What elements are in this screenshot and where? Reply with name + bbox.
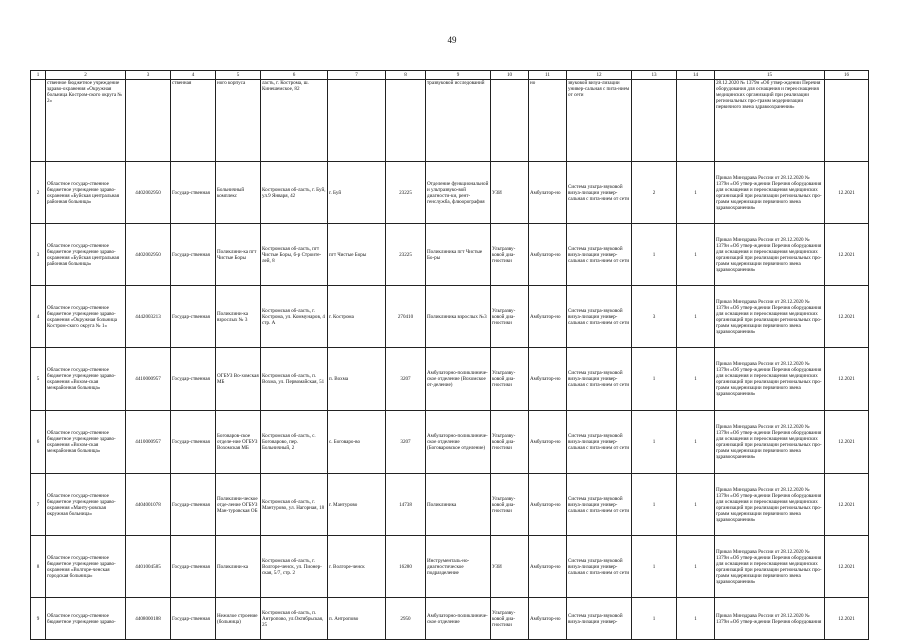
cell-equip: Система ультра-звуковой визуа-лизации универ-сальная с пита-нием от сети <box>567 411 632 474</box>
cell-qty: 1 <box>632 224 677 286</box>
cell-equip: Система ультра-звуковой визуа-лизации универ-сальная с пита-нием от сети <box>567 536 632 598</box>
cell-qty: 1 <box>632 598 677 640</box>
cell-place: Амбулатор-но <box>529 162 567 224</box>
cell-qty: 3 <box>632 286 677 348</box>
table-row <box>31 598 869 640</box>
cell-date: 12.2021 <box>825 536 869 598</box>
column-number: 5 <box>216 71 261 80</box>
cell-date: 12.2021 <box>825 224 869 286</box>
cell-basis: Приказ Минздрава России от 28.12.2020 № 1379н «Об утвер-ждении Перечня оборудования <box>715 598 825 640</box>
column-number: 8 <box>386 71 426 80</box>
cell-type: Государ-ственная <box>171 224 216 286</box>
cell-oktmo: 2950 <box>386 598 426 640</box>
cell-org: ственное бюджетное учреждение здраво-охранения «Окружная больница Костром-ского округа № 2» <box>46 80 126 162</box>
cell-locality <box>328 80 386 162</box>
cell-oktmo: 3207 <box>386 411 426 474</box>
cell-equip-type: Ультразву-ковой диа-гностики <box>491 286 529 348</box>
cell-equip: Система ультра-звуковой визуа-лизации универ-сальная с пита-нием от сети <box>567 162 632 224</box>
column-number: 6 <box>261 71 328 80</box>
cell-inn: 4408000188 <box>126 598 171 640</box>
cell-org: Областное государ-ственное бюджетное учреждение здраво-охранения «Окружная больница Костром-ского округа № 1» <box>46 286 126 348</box>
column-number: 10 <box>491 71 529 80</box>
cell-inn: 4402002950 <box>126 162 171 224</box>
cell-place: Амбулатор-но <box>529 536 567 598</box>
cell-equip-type: Ультразву-ковой диа-гностики <box>491 598 529 640</box>
continuation-row <box>31 80 869 162</box>
cell-inn: 4410000957 <box>126 411 171 474</box>
cell-org: Областное государ-ственное бюджетное учреждение здраво-охранения «Буйская центральная районная больница» <box>46 162 126 224</box>
cell-org: Областное государ-ственное бюджетное учреждение здраво-охранения «Вохом-ская межрайонная больница» <box>46 411 126 474</box>
cell-basis: Приказ Минздрава России от 28.12.2020 № 1379н «Об утвер-ждении Перечня оборудования для оснащения и переоснащения медицинских организаций при реализации региональных про-грамм модернизации первичного звена здравоохранения» <box>715 286 825 348</box>
cell-unit: Амбулаторно-поликлиниче-ское отделение (Боговаровское отделение) <box>426 411 491 474</box>
cell-locality: пгт Чистые Боры <box>328 224 386 286</box>
table-row <box>31 348 869 411</box>
table-row <box>31 536 869 598</box>
cell-num: 8 <box>31 536 46 598</box>
cell-qty <box>632 80 677 162</box>
cell-inn <box>126 80 171 162</box>
cell-qty2: 1 <box>677 162 715 224</box>
cell-date: 12.2021 <box>825 162 869 224</box>
column-number: 14 <box>677 71 715 80</box>
cell-type: Государ-ственная <box>171 536 216 598</box>
cell-equip-type: Ультразву-ковой диа-гностики <box>491 474 529 536</box>
cell-equip-type: Ультразву-ковой диа-гностики <box>491 411 529 474</box>
cell-address: Костромская об-ласть, пгт Чистые Боры, б-р Строите-лей, 8 <box>261 224 328 286</box>
cell-address: Костромская об-ласть, г. Буй, ул.9 Января, 42 <box>261 162 328 224</box>
cell-address: Костромская об-ласть, с. Боговарово, пер. Больничный, 2 <box>261 411 328 474</box>
cell-qty2: 1 <box>677 286 715 348</box>
cell-equip-type: Ультразву-ковой диа-гностики <box>491 348 529 411</box>
cell-place: Амбулатор-но <box>529 474 567 536</box>
cell-facility: Поликлини-ка <box>216 536 261 598</box>
column-number: 3 <box>126 71 171 80</box>
cell-equip-type <box>491 80 529 162</box>
cell-org: Областное государ-ственное бюджетное учреждение здраво- <box>46 598 126 640</box>
cell-place: Амбулатор-но <box>529 286 567 348</box>
cell-num: 7 <box>31 474 46 536</box>
table-row <box>31 286 869 348</box>
column-number: 12 <box>567 71 632 80</box>
column-number: 2 <box>46 71 126 80</box>
cell-basis: Приказ Минздрава России от 28.12.2020 № 1379н «Об утвер-ждении Перечня оборудования для оснащения и переоснащения медицинских организаций при реализации региональных про-грамм модернизации первичного звена здравоохранения» <box>715 224 825 286</box>
cell-type: Государ-ственная <box>171 598 216 640</box>
cell-qty: 1 <box>632 536 677 598</box>
cell-basis: Приказ Минздрава России от 28.12.2020 № 1379н «Об утвер-ждении Перечня оборудования для оснащения и переоснащения медицинских организаций при реализации региональных про-грамм модернизации первичного звена здравоохранения» <box>715 411 825 474</box>
column-number-row <box>31 71 869 80</box>
cell-qty: 2 <box>632 162 677 224</box>
cell-type: Государ-ственная <box>171 286 216 348</box>
cell-place: Амбулатор-но <box>529 348 567 411</box>
cell-equip: Система ультра-звуковой визуа-лизации универ-сальная с пита-нием от сети <box>567 224 632 286</box>
cell-locality: п. Антропово <box>328 598 386 640</box>
cell-basis: Приказ Минздрава России от 28.12.2020 № 1379н «Об утвер-ждении Перечня оборудования для оснащения и переоснащения медицинских организаций при реализации региональных про-грамм модернизации первичного звена здравоохранения» <box>715 536 825 598</box>
cell-org: Областное государ-ственное бюджетное учреждение здраво-охранения «Буйская центральная районная больница» <box>46 224 126 286</box>
cell-facility: Поликлини-ка взрослых № 3 <box>216 286 261 348</box>
cell-locality: г. Волгоре-ченск <box>328 536 386 598</box>
cell-qty: 1 <box>632 348 677 411</box>
cell-equip: звуковой визуа-лизации универ-сальная с пита-нием от сети <box>567 80 632 162</box>
cell-num: 9 <box>31 598 46 640</box>
cell-num: 4 <box>31 286 46 348</box>
cell-basis: Приказ Минздрава России от 28.12.2020 № 1379н «Об утвер-ждении Перечня оборудования для оснащения и переоснащения медицинских организаций при реализации региональных про-грамм модернизации первичного звена здравоохранения» <box>715 162 825 224</box>
cell-num <box>31 80 46 162</box>
cell-num: 6 <box>31 411 46 474</box>
cell-org: Областное государ-ственное бюджетное учреждение здраво-охранения «Вохом-ская межрайонная больница» <box>46 348 126 411</box>
cell-inn: 4401004585 <box>126 536 171 598</box>
cell-qty2: 1 <box>677 474 715 536</box>
cell-oktmo <box>386 80 426 162</box>
cell-qty2: 1 <box>677 536 715 598</box>
cell-oktmo: 270410 <box>386 286 426 348</box>
cell-num: 5 <box>31 348 46 411</box>
column-number: 11 <box>529 71 567 80</box>
cell-facility: Боговаров-ское отделе-ние ОГБУЗ Вохомская МБ <box>216 411 261 474</box>
cell-locality: с. Боговаро-во <box>328 411 386 474</box>
cell-place: Амбулатор-но <box>529 224 567 286</box>
cell-type: ственная <box>171 80 216 162</box>
cell-equip: Система ультра-звуковой визуа-лизации универ-сальная с пита-нием от сети <box>567 348 632 411</box>
cell-equip: Система ультра-звуковой визуа-лизации универ-сальная с пита-нием от сети <box>567 286 632 348</box>
cell-num: 2 <box>31 162 46 224</box>
column-number: 13 <box>632 71 677 80</box>
table-row <box>31 411 869 474</box>
column-number: 1 <box>31 71 46 80</box>
cell-date <box>825 80 869 162</box>
equipment-table <box>30 70 869 640</box>
cell-type: Государ-ственная <box>171 474 216 536</box>
cell-equip-type: УЗИ <box>491 162 529 224</box>
column-number: 9 <box>426 71 491 80</box>
cell-inn: 4410000957 <box>126 348 171 411</box>
cell-inn: 4404001078 <box>126 474 171 536</box>
table-row <box>31 474 869 536</box>
column-number: 4 <box>171 71 216 80</box>
cell-org: Областное государ-ственное бюджетное учреждение здраво-охранения «Манту-ровская окружная больница» <box>46 474 126 536</box>
cell-equip: Система ультра-звуковой визуа-лизации универ- <box>567 598 632 640</box>
cell-facility: ОГБУЗ Во-хомская МБ <box>216 348 261 411</box>
cell-qty2: 1 <box>677 224 715 286</box>
cell-type: Государ-ственная <box>171 162 216 224</box>
cell-equip-type: Ультразву-ковой диа-гностики <box>491 224 529 286</box>
cell-unit: Амбулаторно-поликлиниче-ское отделение <box>426 598 491 640</box>
cell-date: 12.2021 <box>825 474 869 536</box>
cell-locality: г. Мантурово <box>328 474 386 536</box>
cell-oktmo: 23225 <box>386 224 426 286</box>
cell-address: Костромская об-ласть, п. Антропово, ул.Октябрьская, 25 <box>261 598 328 640</box>
table-row <box>31 224 869 286</box>
cell-basis: 28.12.2020 № 1379н «Об утвер-ждении Перечня оборудования для оснащения и переоснащения медицинских организаций при реализации региональных про-грамм модернизации первичного звена здравоохранения» <box>715 80 825 162</box>
cell-facility: Нежилое строение (больница) <box>216 598 261 640</box>
cell-num: 3 <box>31 224 46 286</box>
cell-locality: г. Буй <box>328 162 386 224</box>
cell-equip: Система ультра-звуковой визуа-лизации универ-сальная с пита-нием от сети <box>567 474 632 536</box>
cell-date: 12.2021 <box>825 598 869 640</box>
cell-address: Костромская об-ласть, г. Волгоре-ченск, ул. Пионер-ская, 5/7, стр. 2 <box>261 536 328 598</box>
cell-address: Костромская об-ласть, п. Вохма, ул. Первомайская, 51 <box>261 348 328 411</box>
cell-facility: Больничный комплекс <box>216 162 261 224</box>
cell-qty2 <box>677 80 715 162</box>
cell-address: Костромская об-ласть, г. Мантурово, ул. Нагорная, 18 <box>261 474 328 536</box>
cell-unit: Отделение функциональной и ультразвуко-вой диагности-ки, рент-генслужба, флюорография <box>426 162 491 224</box>
cell-locality: г. Кострома <box>328 286 386 348</box>
cell-basis: Приказ Минздрава России от 28.12.2020 № 1379н «Об утвер-ждении Перечня оборудования для оснащения и переоснащения медицинских организаций при реализации региональных про-грамм модернизации первичного звена здравоохранения» <box>715 474 825 536</box>
cell-facility: Поликлини-ка пгт Чистые Боры <box>216 224 261 286</box>
cell-type: Государ-ственная <box>171 348 216 411</box>
cell-date: 12.2021 <box>825 411 869 474</box>
cell-facility: ного корпуса <box>216 80 261 162</box>
cell-unit: Инструменталь-но-диагностическое подразделение <box>426 536 491 598</box>
cell-inn: 4402002950 <box>126 224 171 286</box>
cell-locality: п. Вохма <box>328 348 386 411</box>
cell-qty: 1 <box>632 474 677 536</box>
cell-qty2: 1 <box>677 348 715 411</box>
cell-type: Государ-ственная <box>171 411 216 474</box>
cell-qty: 1 <box>632 411 677 474</box>
cell-facility: Поликлини-ческое отде-ление ОГБУЗ Ман-туровская ОБ <box>216 474 261 536</box>
cell-date: 12.2021 <box>825 286 869 348</box>
cell-unit: Амбулаторно-поликлиниче-ское отделение (Вохомское от-деление) <box>426 348 491 411</box>
cell-oktmo: 23225 <box>386 162 426 224</box>
cell-org: Областное государ-ственное бюджетное учреждение здраво-охранения «Волгоре-ченская городская больница» <box>46 536 126 598</box>
cell-oktmo: 14738 <box>386 474 426 536</box>
cell-date: 12.2021 <box>825 348 869 411</box>
cell-basis: Приказ Минздрава России от 28.12.2020 № 1379н «Об утвер-ждении Перечня оборудования для оснащения и переоснащения медицинских организаций при реализации региональных про-грамм модернизации первичного звена здравоохранения» <box>715 348 825 411</box>
cell-unit: тразвуковой исследований <box>426 80 491 162</box>
column-number: 16 <box>825 71 869 80</box>
cell-place: но <box>529 80 567 162</box>
cell-place: Амбулатор-но <box>529 598 567 640</box>
page-number: 49 <box>447 35 457 45</box>
cell-qty2: 1 <box>677 598 715 640</box>
column-number: 7 <box>328 71 386 80</box>
cell-equip-type: УЗИ <box>491 536 529 598</box>
cell-address: Костромская об-ласть, г. Кострома, ул. Коммунаров, 4 стр. А <box>261 286 328 348</box>
table-row <box>31 162 869 224</box>
cell-inn: 4442003213 <box>126 286 171 348</box>
cell-unit: Поликлиника взрослых №3 <box>426 286 491 348</box>
cell-place: Амбулатор-но <box>529 411 567 474</box>
cell-qty2: 1 <box>677 411 715 474</box>
cell-unit: Поликлиника пгт Чистые Бо-ры <box>426 224 491 286</box>
cell-oktmo: 3207 <box>386 348 426 411</box>
cell-unit: Поликлиника <box>426 474 491 536</box>
cell-oktmo: 16280 <box>386 536 426 598</box>
cell-address: ласть, г. Кострома, ш. Кинешемское, 82 <box>261 80 328 162</box>
column-number: 15 <box>715 71 825 80</box>
